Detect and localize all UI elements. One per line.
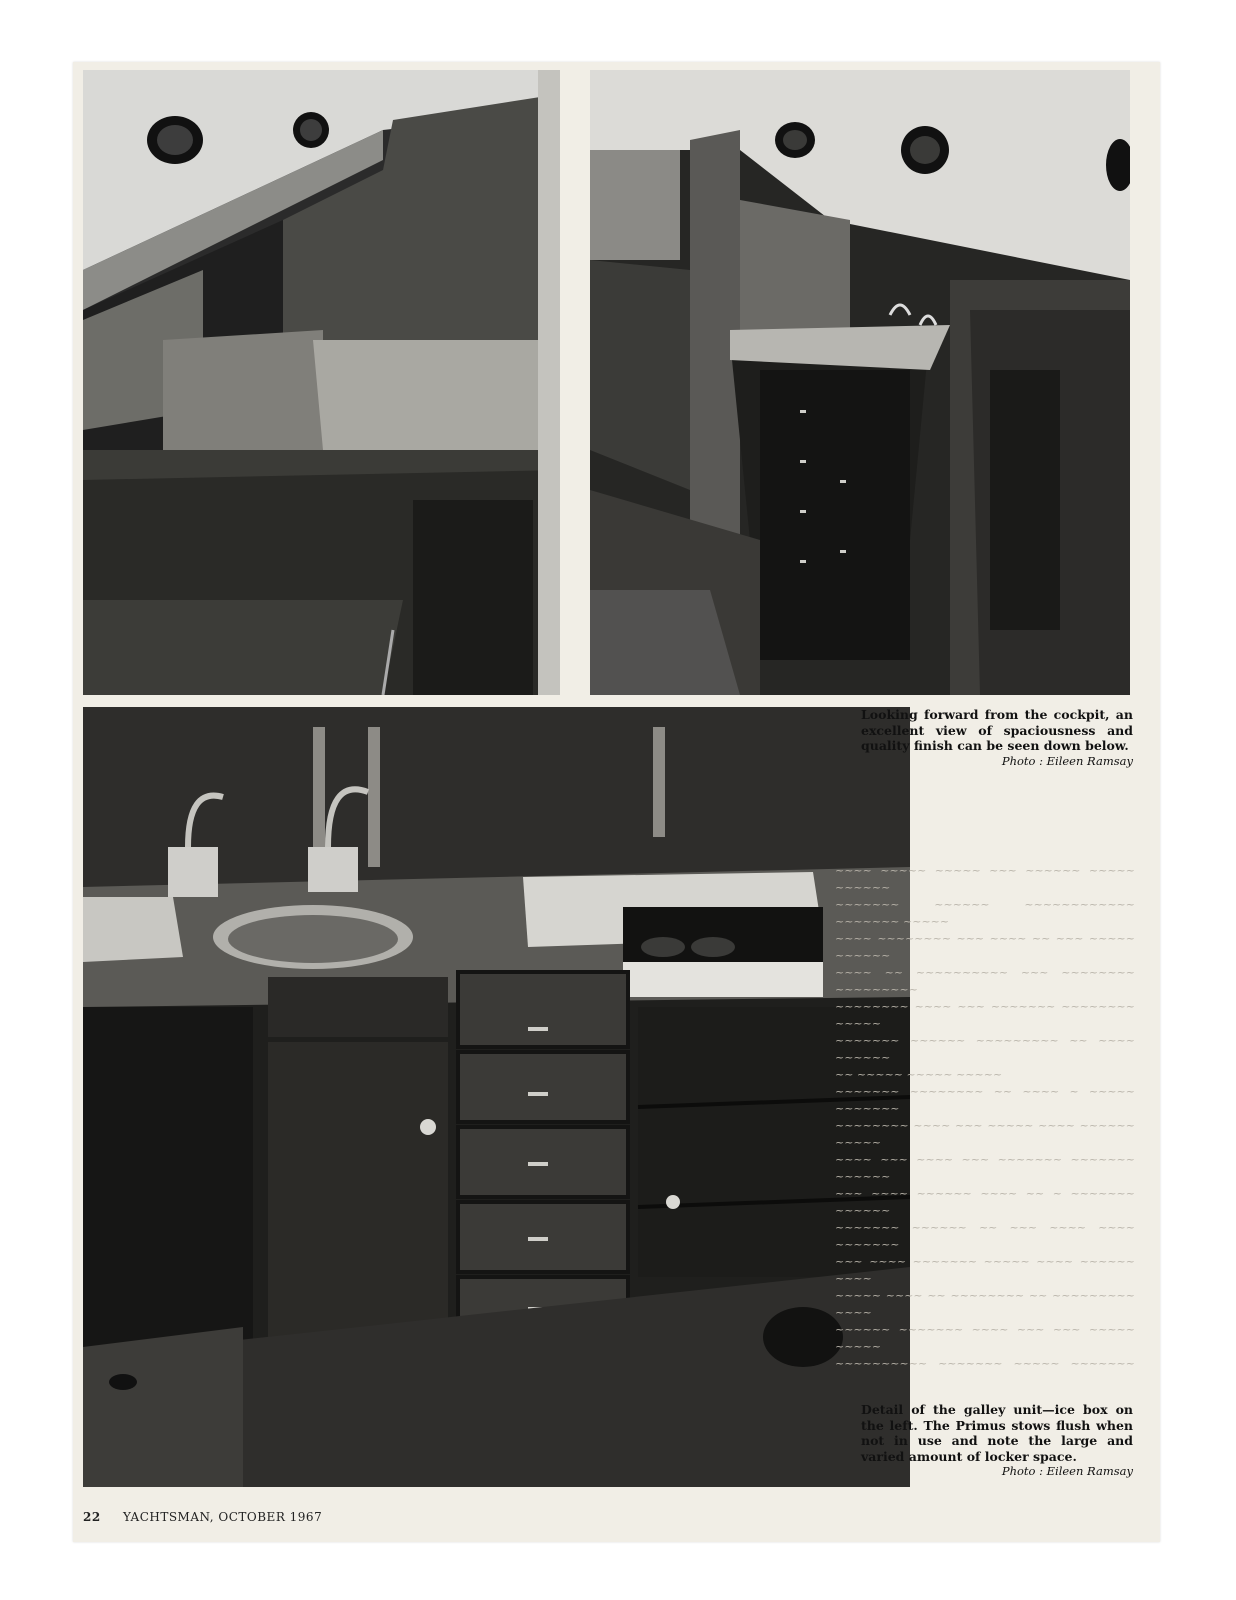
caption-top [861, 707, 1133, 769]
photo-galley-side [590, 70, 1130, 695]
photo-saloon [83, 70, 560, 695]
publication-line: YACHTSMAN, OCTOBER 1967 [123, 1510, 323, 1524]
caption-bottom-text: Detail of the galley unit—ice box on the left. The Primus stows flush when not in use and note the large and varied amount of locker space. [861, 1402, 1133, 1464]
caption-top-credit: Photo : Eileen Ramsay [1001, 753, 1133, 768]
photo-galley-detail [83, 707, 910, 1487]
show-through-text: ~~~~ ~~~~~ ~~~~~ ~~~ ~~~~~~ ~~~~~ ~~~~~~ ~~~~~~~ ~~~~~~ ~~~~~~~~~~~~ ~~~~~~~ ~~~~~ ~~~~ ~~~~~~~~ ~~~ ~~~~ ~~ ~~~ ~~~~~ ~~~~~~ ~~~~ ~~ ~~~~~~~~~~ ~~~ ~~~~~~~~ ~~~~~~~~~ ~~~~~~~~ ~~~~ ~~~ ~~~~~~~ ~~~~~~~~ ~~~~~ ~~~~~~~ ~~~~~~ ~~~~~~~~~ ~~ ~~~~ ~~~~~~ ~~ ~~~~~ ~~~~~ ~~~~~ ~~~~~~~ ~~~~~~~~ ~~ ~~~~ ~ ~~~~~ ~~~~~~~ ~~~~~~~~ ~~~~ ~~~ ~~~~~ ~~~~ ~~~~~~ ~~~~~ ~~~~ ~~~ ~~~~ ~~~ ~~~~~~~ ~~~~~~~ ~~~~~~ ~~~ ~~~~ ~~~~~~ ~~~~ ~~ ~ ~~~~~~~ ~~~~~~ ~~~~~~~ ~~~~~~ ~~ ~~~ ~~~~ ~~~~ ~~~~~~~ ~~~ ~~~~ ~~~~~~~ ~~~~~ ~~~~ ~~~~~~ ~~~~ ~~~~~ ~~~~ ~~ ~~~~~~~~ ~~ ~~~~~~~~~ ~~~~ ~~~~~~ ~~~~~~~ ~~~~ ~~~ ~~~ ~~~~~ ~~~~~ ~~~~~~~~~~ ~~~~~~~ ~~~~~ ~~~~~~~ [835, 864, 1135, 1367]
caption-bottom [861, 1402, 1133, 1480]
caption-top-text: Looking forward from the cockpit, an excellent view of spaciousness and quality finish can be seen down below. [861, 707, 1133, 753]
page-number: 22 [83, 1510, 101, 1524]
caption-bottom-credit: Photo : Eileen Ramsay [1001, 1464, 1133, 1478]
page-footer [83, 1510, 322, 1524]
magazine-page [73, 62, 1160, 1542]
